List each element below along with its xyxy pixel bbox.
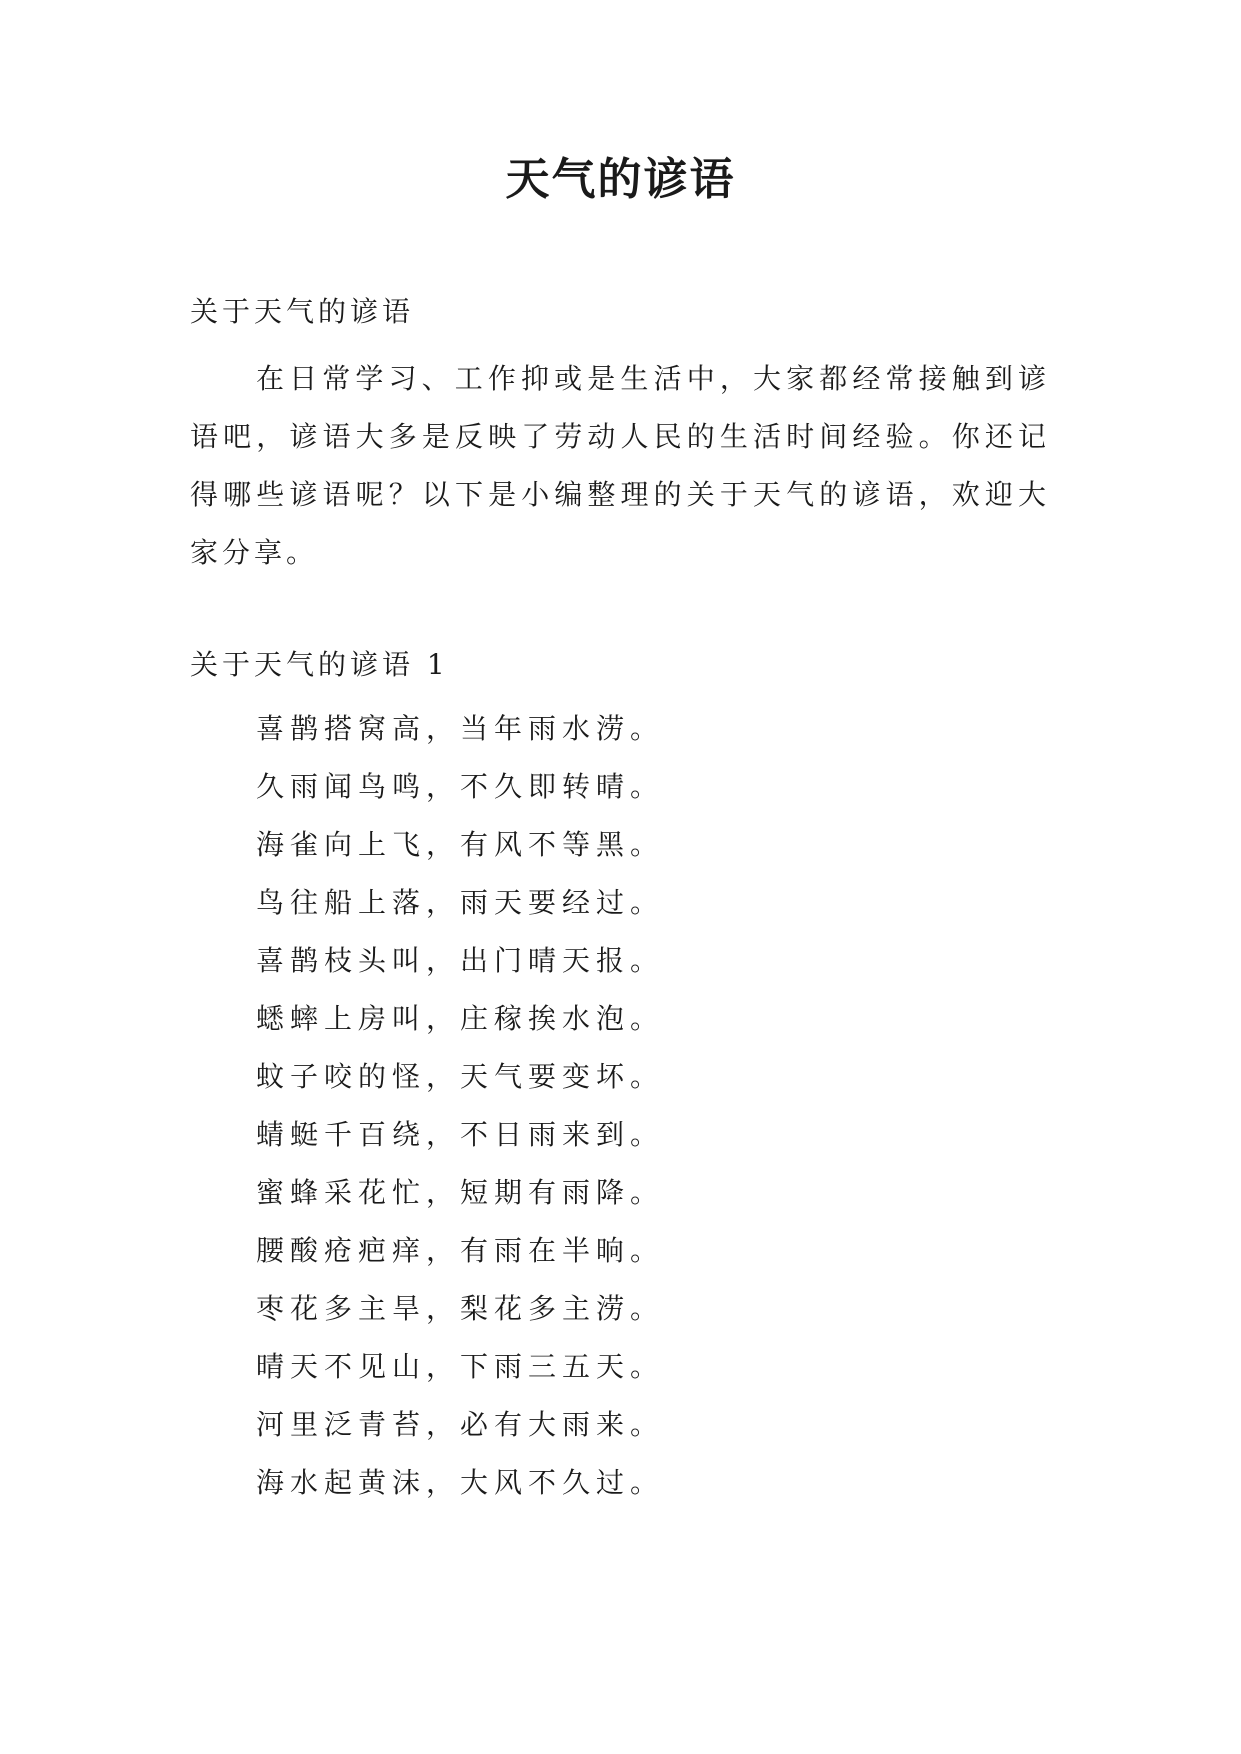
proverb-line: 鸟往船上落，雨天要经过。 xyxy=(256,886,665,919)
section-heading: 关于天气的谚语 1 xyxy=(190,648,449,681)
proverb-line: 蚊子咬的怪，天气要变坏。 xyxy=(256,1060,665,1093)
proverb-line: 蟋蟀上房叫，庄稼挨水泡。 xyxy=(256,1002,665,1035)
intro-paragraph: 在日常学习、工作抑或是生活中，大家都经常接触到谚语吧，谚语大多是反映了劳动人民的生活时间经验。你还记得哪些谚语呢？以下是小编整理的关于天气的谚语，欢迎大家分享。 xyxy=(190,362,1050,569)
proverb-line: 河里泛青苔，必有大雨来。 xyxy=(256,1408,665,1441)
proverb-line: 海水起黄沫，大风不久过。 xyxy=(256,1466,665,1499)
proverb-line: 喜鹊搭窝高，当年雨水涝。 xyxy=(256,712,665,745)
proverb-line: 蜜蜂采花忙，短期有雨降。 xyxy=(256,1176,665,1209)
proverb-line: 腰酸疮疤痒，有雨在半晌。 xyxy=(256,1234,665,1267)
proverb-line: 久雨闻鸟鸣，不久即转晴。 xyxy=(256,770,665,803)
proverb-line: 枣花多主旱，梨花多主涝。 xyxy=(256,1292,665,1325)
document-subtitle: 关于天气的谚语 xyxy=(190,295,415,328)
proverb-line: 蜻蜓千百绕，不日雨来到。 xyxy=(256,1118,665,1151)
proverb-line: 晴天不见山，下雨三五天。 xyxy=(256,1350,665,1383)
document-title: 天气的谚语 xyxy=(505,154,736,205)
proverb-line: 喜鹊枝头叫，出门晴天报。 xyxy=(256,944,665,977)
proverb-list xyxy=(256,700,664,1512)
proverb-line: 海雀向上飞，有风不等黑。 xyxy=(256,828,665,861)
